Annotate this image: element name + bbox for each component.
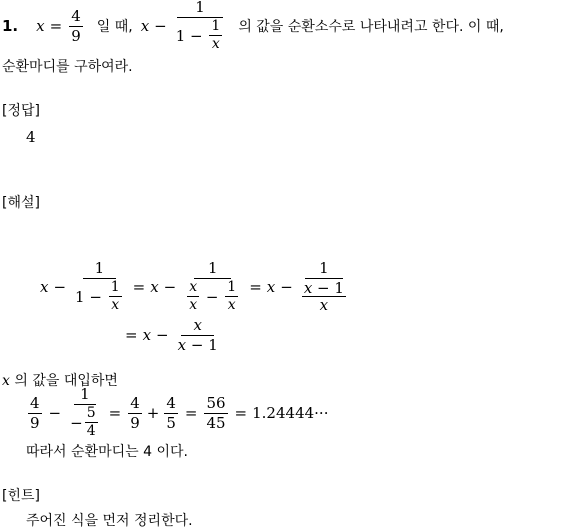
problem-text-1: 일 때, xyxy=(96,19,133,35)
problem-text-2: 의 값을 순환소수로 나타내려고 한다. 이 때, xyxy=(238,19,504,35)
math-x: x xyxy=(36,17,45,35)
x-value-fraction: $\frac{4}{9}$ xyxy=(71,7,81,45)
problem-line-2: 순환마디를 구하여라. xyxy=(2,59,133,75)
conclusion-text: 따라서 순환마디는 4 이다. xyxy=(26,444,188,460)
explanation-header: [해설] xyxy=(2,195,40,211)
substitute-text: x 의 값을 대입하면 xyxy=(2,373,118,389)
answer-header: [정답] xyxy=(2,103,40,119)
problem-line-1: 1. x = $\frac{4}{9}$ 일 때, x − 1 1 − $\frac{1}{x}$ 의 값을 순환소수로 나타내려고 한다. 이 때, xyxy=(2,0,504,53)
derivation-line-1: x − 1 1 − $\frac{1}{x}$ = x − 1 $\frac{x}{x}$ − $\frac{1}{x}$ = x − 1 x − 1 x xyxy=(40,259,344,315)
problem-expression-fraction: 1 1 − $\frac{1}{x}$ xyxy=(174,0,227,53)
problem-number: 1. xyxy=(2,17,19,35)
substitution-line: $\frac{4}{9}$ − 1 − $\frac{5}{4}$ = $\frac{4}{9}$ + $\frac{4}{5}$ = $\frac{56}{45}$ = 1.24444··· xyxy=(30,385,329,440)
hint-header: [힌트] xyxy=(2,488,40,504)
hint-text: 주어진 식을 먼저 정리한다. xyxy=(26,513,193,529)
answer-value: 4 xyxy=(26,128,36,146)
result-decimal: 1.24444··· xyxy=(252,404,329,422)
derivation-line-2: = x − $\frac{x}{x - 1}$ xyxy=(125,316,218,354)
